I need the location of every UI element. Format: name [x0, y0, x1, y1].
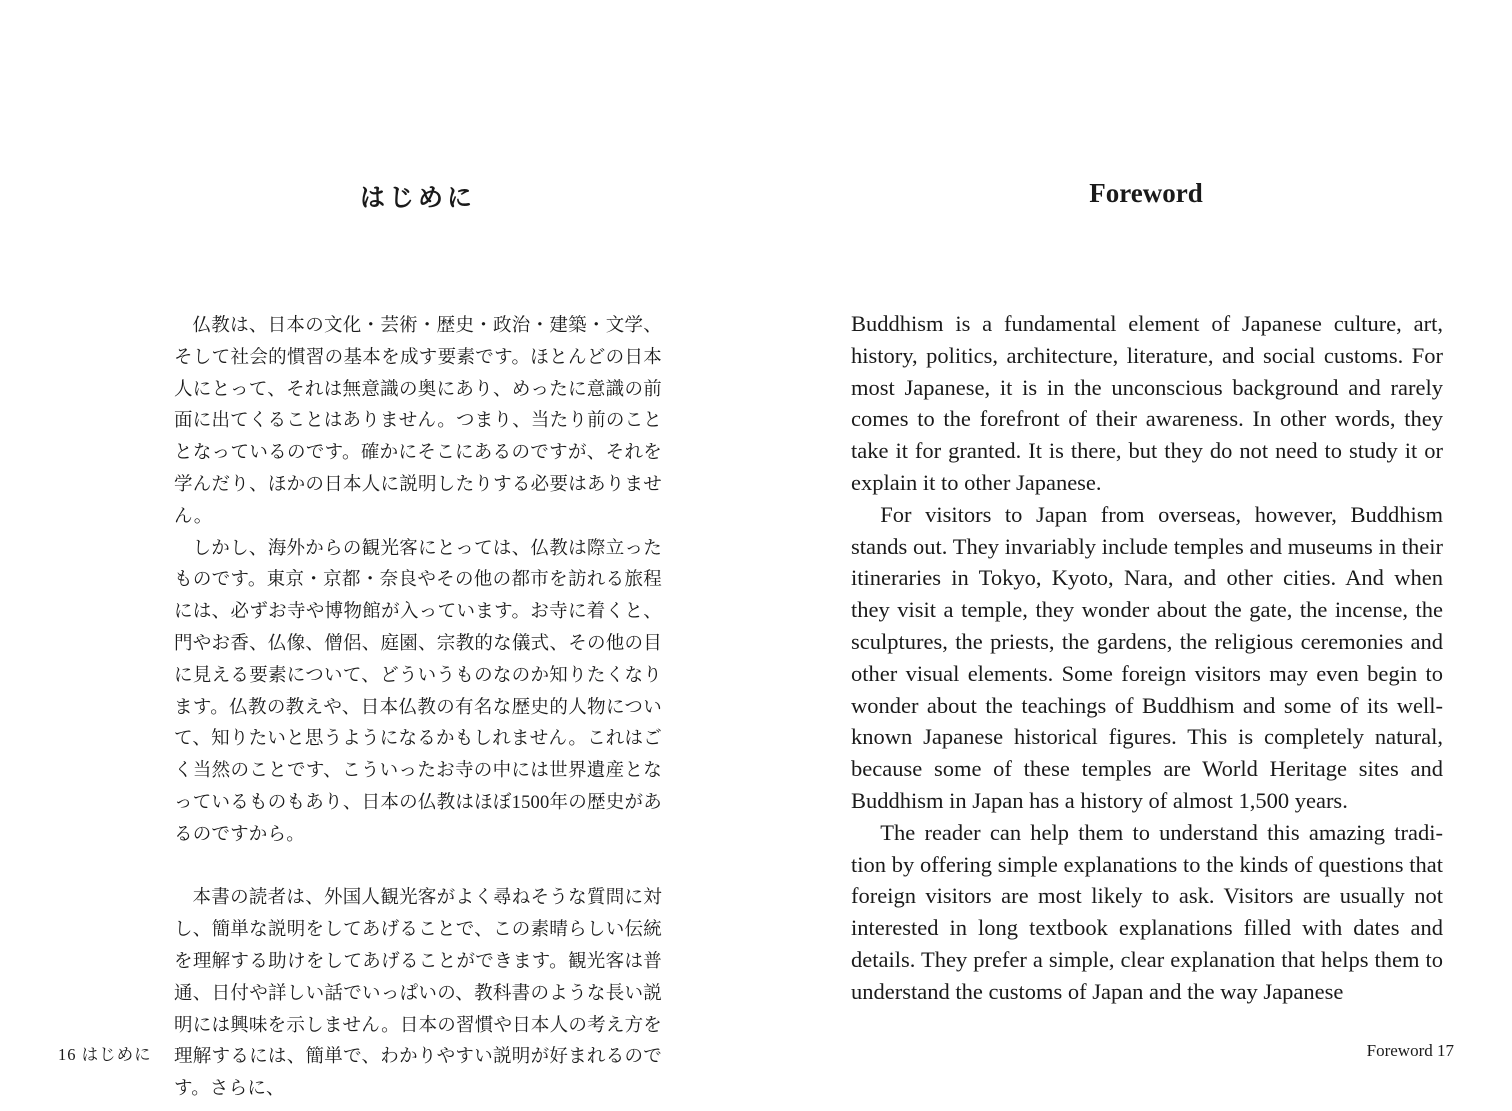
paragraph-ja-2: しかし、海外からの観光客にとっては、仏教は際立ったものです。東京・京都・奈良やその他の都市を訪れる旅程には、必ずお寺や博物館が入っています。お寺に着くと、門やお香、仏像、僧侶、庭園、宗教的な儀式、その他の目に見える要素について、どういうものなのか知りたくなります。仏教の教えや、日本仏教の有名な歴史的人物について、知りたいと思うようになるかもしれません。これはごく当然のことです、こういったお寺の中には世界遺産となっているものもあり、日本の仏教はほぼ1500年の歴史があるのですから。 — [174, 538, 662, 845]
running-head-left: はじめに — [81, 1045, 152, 1064]
page-number-left: 16 — [58, 1045, 77, 1064]
paragraph-en-2: For visitors to Japan from overseas, however, Buddhism stands out. They invariably include temples and museums in their itineraries in Tokyo, Kyoto, Nara, and other cities. And when they visit a temple, they wonder about the gate, the incense, the sculptures, the priests, the gardens, the religious ceremonies and other visual elements. Some foreign visitors may even begin to wonder about the teachings of Buddhism and some of its well-known Japanese historical figures. This is completely natural, because some of these temples are World Heritage sites and Buddhism in Japan has a history of almost 1,500 years. — [851, 501, 1443, 813]
paragraph-en-1: Buddhism is a fundamental element of Japanese culture, art, history, politics, architecture, literature, and social customs. For most Japanese, it is in the unconscious background and rarely comes to the forefront of their awareness. In other words, they take it for granted. It is there, but they do not need to study it or explain it to other Japanese. — [851, 311, 1443, 495]
paragraph-en-3: The reader can help them to understand this amazing tradi-tion by offering simple explanations to the kinds of questions that foreign visitors are most likely to ask. Visitors are usually not interested in long textbook explanations filled with dates and details. They prefer a simple, clear explanation that helps them to understand the customs of Japan and the way Japanese — [851, 819, 1443, 1004]
paragraph-ja-3: 本書の読者は、外国人観光客がよく尋ねそうな質問に対し、簡単な説明をしてあげることで、この素晴らしい伝統を理解する助けをしてあげることができます。観光客は普通、日付や詳しい話でいっぱいの、教科書のような長い説明には興味を示しません。日本の習慣や日本人の考え方を理解するには、簡単で、わかりやすい説明が好まれるのです。さらに、 — [174, 888, 662, 1100]
page-number-right: 17 — [1437, 1041, 1454, 1060]
running-head-right: Foreword — [1366, 1041, 1433, 1060]
page-title-ja: はじめに — [359, 185, 476, 212]
folio-right — [1367, 1041, 1454, 1061]
paragraph-ja-1: 仏教は、日本の文化・芸術・歴史・政治・建築・文学、そして社会的慣習の基本を成す要素です。ほとんどの日本人にとって、それは無意識の奥にあり、めったに意識の前面に出てくることはありません。つまり、当たり前のこととなっているのです。確かにそこにあるのですが、それを学んだり、ほかの日本人に説明したりする必要はありません。 — [174, 316, 662, 527]
body-text-ja — [174, 311, 662, 1106]
folio-left — [58, 1041, 152, 1065]
right-page — [756, 0, 1512, 1111]
body-text-en — [851, 308, 1443, 1008]
page-title-en: Foreword — [1089, 178, 1203, 208]
